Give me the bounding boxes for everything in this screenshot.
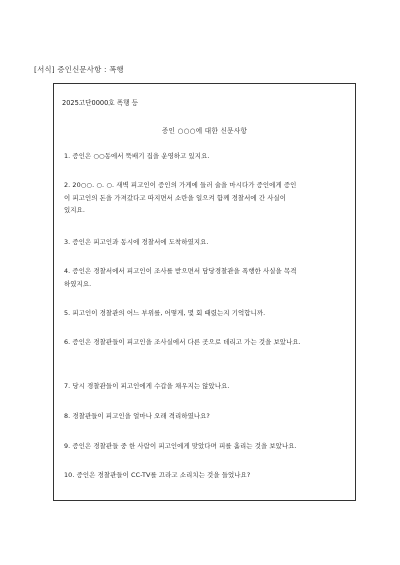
- case-number: 2025고단0000호 폭행 등: [62, 99, 138, 107]
- question-item: 4. 증인은 경찰서에서 피고인이 조사를 받으면서 담당경찰관을 폭행한 사실을 목격 하였지요.: [64, 267, 297, 288]
- question-item: 6. 증인은 경찰관들이 피고인을 조사실에서 다른 곳으로 데리고 가는 것을 보았나요.: [64, 338, 301, 346]
- question-item: 8. 경찰관들이 피고인을 얼마나 오래 격리하였나요?: [64, 412, 210, 420]
- question-item: 5. 피고인이 경찰관의 어느 부위를, 어떻게, 몇 회 때렸는지 기억합니까.: [64, 309, 266, 317]
- question-item: 9. 증인은 경찰관들 중 한 사람이 피고인에게 맞았다며 피를 흘리는 것을 보았나요.: [64, 442, 297, 450]
- question-item: 10. 증인은 경찰관들이 CC-TV를 끄라고 소리치는 것을 들었나요?: [64, 471, 251, 479]
- document-title: 증인 ○○○에 대한 신문사항: [161, 127, 248, 135]
- question-item: 3. 증인은 피고인과 동시에 경찰서에 도착하였지요.: [64, 238, 209, 246]
- form-label: [서식] 증인신문사항 : 폭행: [34, 65, 124, 74]
- question-box: [53, 83, 356, 501]
- question-item: 2. 20○○. ○. ○. 새벽 피고인이 증인의 가게에 들러 술을 마시다가 증인에게 증인 이 피고인의 돈을 가져갔다고 따지면서 소란을 일으켜 함께 경찰서에 간 사실이 있지요.: [64, 181, 297, 214]
- question-item: 7. 당시 경찰관들이 피고인에게 수갑을 채우지는 않았나요.: [64, 382, 230, 390]
- question-item: 1. 증인은 ○○동에서 뚝배기 집을 운영하고 있지요.: [64, 152, 210, 160]
